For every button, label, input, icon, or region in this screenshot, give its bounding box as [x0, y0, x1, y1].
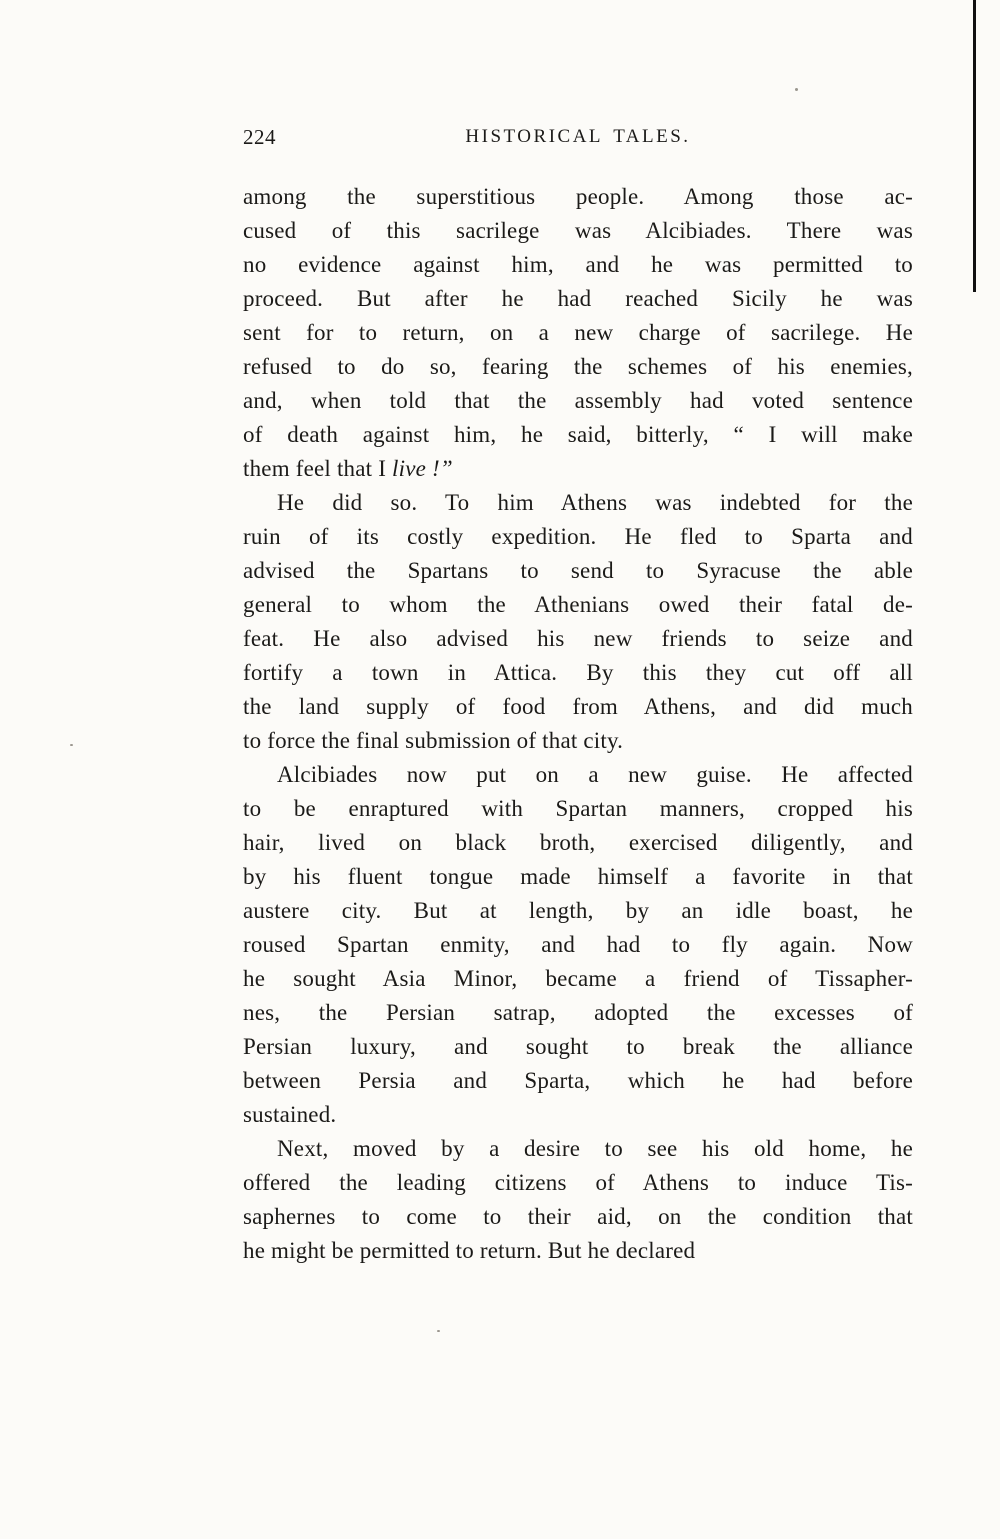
- text-line: ruin of its costly expedition. He fled to Sparta and: [243, 524, 913, 549]
- paragraph: [243, 758, 913, 1132]
- text-line: he sought Asia Minor, became a friend of Tissapher-: [243, 966, 913, 991]
- page-content: [243, 120, 913, 1268]
- page-number: 224: [243, 125, 276, 149]
- text-line: the land supply of food from Athens, and did much: [243, 694, 913, 719]
- running-header: HISTORICAL TALES.: [465, 126, 691, 147]
- text-line: saphernes to come to their aid, on the condition that: [243, 1204, 913, 1229]
- text-line: roused Spartan enmity, and had to fly again. Now: [243, 932, 913, 957]
- text-line: cused of this sacrilege was Alcibiades. There was: [243, 218, 913, 243]
- text-line: He did so. To him Athens was indebted for the: [277, 490, 913, 515]
- paragraph: [243, 180, 913, 486]
- paragraph: [243, 1132, 913, 1268]
- page-header: [243, 120, 913, 154]
- text-line: nes, the Persian satrap, adopted the excesses of: [243, 1000, 913, 1025]
- text-line: Persian luxury, and sought to break the alliance: [243, 1034, 913, 1059]
- text-line: no evidence against him, and he was permitted to: [243, 252, 913, 277]
- text-line: feat. He also advised his new friends to seize and: [243, 626, 913, 651]
- text-line: [243, 452, 913, 486]
- scan-speck: [795, 88, 798, 91]
- text-line: and, when told that the assembly had voted sentence: [243, 388, 913, 413]
- paragraph: [243, 486, 913, 758]
- text-line: sustained.: [243, 1102, 337, 1127]
- text-line: fortify a town in Attica. By this they cut off all: [243, 660, 913, 685]
- text-line: sent for to return, on a new charge of sacrilege. He: [243, 320, 913, 345]
- text-body: [243, 180, 913, 1268]
- page-edge-line: [973, 0, 976, 292]
- text-line: between Persia and Sparta, which he had before: [243, 1068, 913, 1093]
- text-line: advised the Spartans to send to Syracuse the able: [243, 558, 913, 583]
- plain-text: them feel that I: [243, 456, 393, 481]
- text-line: offered the leading citizens of Athens to induce Tis-: [243, 1170, 913, 1195]
- text-line: austere city. But at length, by an idle boast, he: [243, 898, 913, 923]
- text-line: Alcibiades now put on a new guise. He affected: [277, 762, 913, 787]
- italic-text: live !”: [392, 456, 453, 481]
- text-line: he might be permitted to return. But he declared: [243, 1238, 696, 1263]
- text-line: hair, lived on black broth, exercised diligently, and: [243, 830, 913, 855]
- text-line: proceed. But after he had reached Sicily he was: [243, 286, 913, 311]
- scan-speck: [70, 744, 73, 746]
- text-line: among the superstitious people. Among those ac-: [243, 184, 913, 209]
- text-line: Next, moved by a desire to see his old home, he: [277, 1136, 913, 1161]
- text-line: to be enraptured with Spartan manners, cropped his: [243, 796, 913, 821]
- scan-speck: [437, 1330, 440, 1332]
- text-line: general to whom the Athenians owed their fatal de-: [243, 592, 913, 617]
- text-line: by his fluent tongue made himself a favorite in that: [243, 864, 913, 889]
- text-line: of death against him, he said, bitterly, “ I will make: [243, 422, 913, 447]
- text-line: refused to do so, fearing the schemes of his enemies,: [243, 354, 913, 379]
- text-line: to force the final submission of that city.: [243, 728, 624, 753]
